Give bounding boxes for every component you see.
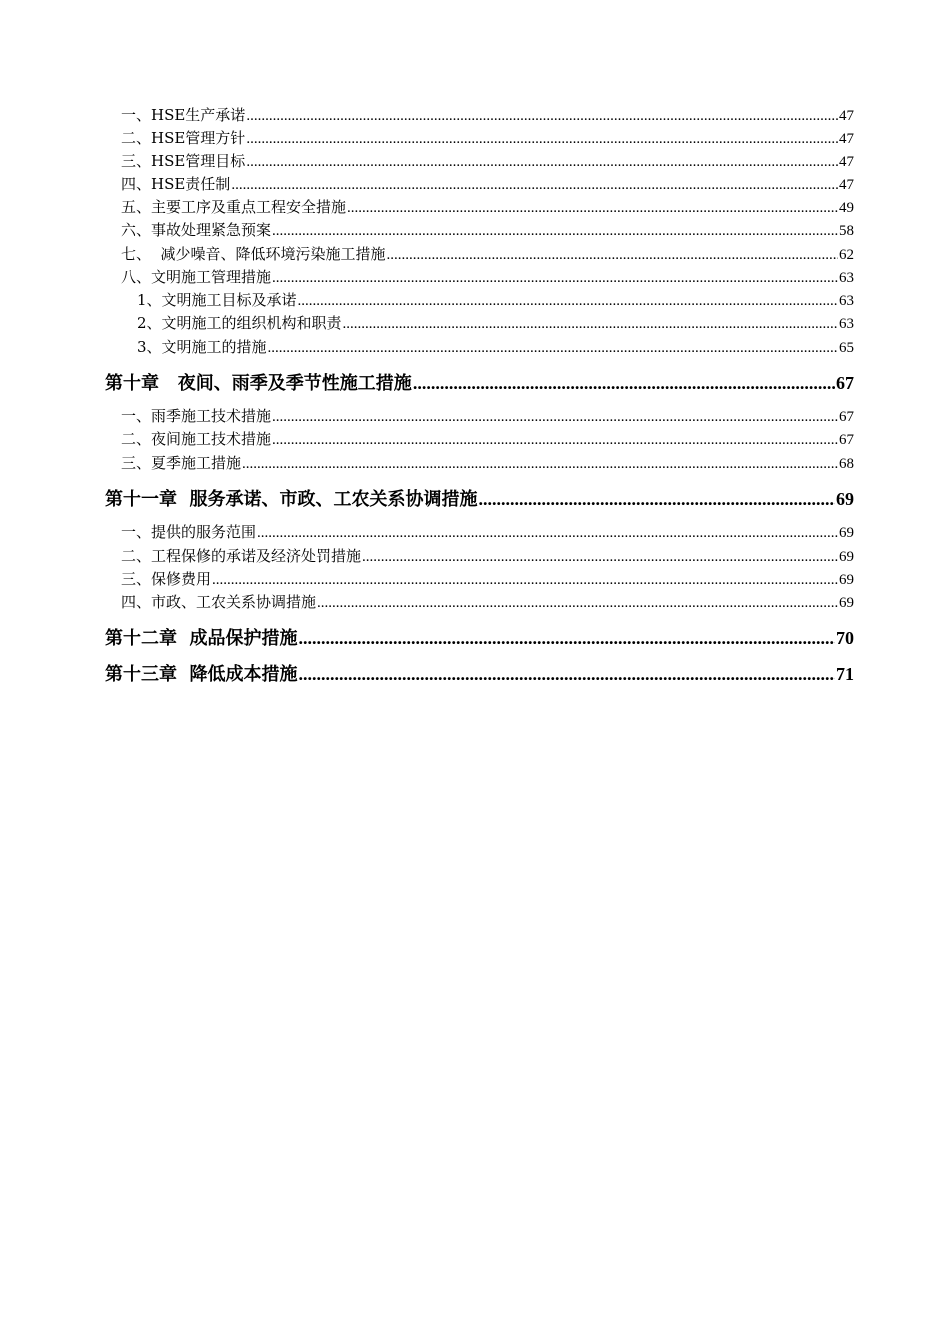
toc-page-number: 63 (839, 270, 854, 286)
toc-page-number: 47 (839, 154, 854, 170)
toc-page-number: 71 (836, 664, 854, 684)
toc-entry[interactable] (121, 129, 854, 147)
toc-leader-dots (479, 488, 835, 510)
toc-page-number: 47 (839, 108, 854, 124)
toc-entry[interactable] (121, 268, 854, 286)
toc-leader-dots (268, 339, 838, 356)
toc-page-number: 70 (836, 628, 854, 648)
toc-entry[interactable] (121, 407, 854, 425)
toc-entry-text: 八、文明施工管理措施 (121, 268, 272, 286)
toc-leader-dots (272, 269, 838, 286)
toc-entry[interactable] (137, 314, 854, 332)
toc-leader-dots (299, 663, 835, 685)
toc-entry-text: 三、保修费用 (121, 570, 212, 588)
toc-chapter-text: 第十三章 降低成本措施 (105, 664, 298, 685)
toc-entry[interactable] (137, 291, 854, 309)
toc-chapter-entry[interactable] (105, 372, 854, 394)
toc-leader-dots (246, 153, 838, 170)
toc-entry[interactable] (121, 454, 854, 472)
toc-page-number: 67 (836, 373, 854, 393)
toc-entry-text: 一、提供的服务范围 (121, 523, 257, 541)
toc-chapter-entry[interactable] (105, 627, 854, 649)
toc-entry[interactable] (137, 338, 854, 356)
toc-entry[interactable] (121, 221, 854, 239)
toc-page-number: 47 (839, 131, 854, 147)
toc-chapter-entry[interactable] (105, 663, 854, 685)
toc-entry-text: 一、HSE生产承诺 (121, 106, 246, 124)
toc-leader-dots (272, 431, 838, 448)
toc-entry-text: 一、雨季施工技术措施 (121, 407, 272, 425)
toc-entry[interactable] (121, 593, 854, 611)
toc-entry-text: 二、夜间施工技术措施 (121, 430, 272, 448)
toc-entry[interactable] (121, 570, 854, 588)
toc-page-number: 63 (839, 316, 854, 332)
toc-entry[interactable] (121, 152, 854, 170)
toc-leader-dots (317, 594, 838, 611)
toc-entry[interactable] (121, 106, 854, 124)
toc-leader-dots (387, 246, 838, 263)
toc-entry-text: 五、主要工序及重点工程安全措施 (121, 198, 347, 216)
toc-entry-text: 七、 减少噪音、降低环境污染施工措施 (121, 245, 386, 263)
toc-leader-dots (272, 408, 838, 425)
toc-page-number: 58 (839, 223, 854, 239)
toc-entry[interactable] (121, 175, 854, 193)
toc-entry[interactable] (121, 198, 854, 216)
toc-chapter-text: 第十章 夜间、雨季及季节性施工措施 (105, 373, 412, 394)
toc-entry[interactable] (121, 430, 854, 448)
toc-entry[interactable] (121, 245, 854, 263)
toc-chapter-text: 第十一章 服务承诺、市政、工农关系协调措施 (105, 489, 478, 510)
toc-page-number: 69 (839, 595, 854, 611)
toc-chapter-entry[interactable] (105, 488, 854, 510)
toc-page-number: 49 (839, 200, 854, 216)
toc-page-number: 69 (836, 489, 854, 509)
toc-leader-dots (242, 455, 838, 472)
toc-entry-text: 四、HSE责任制 (121, 175, 231, 193)
toc-leader-dots (343, 315, 838, 332)
toc-page-number: 69 (839, 572, 854, 588)
toc-entry[interactable] (121, 523, 854, 541)
toc-page-number: 67 (839, 432, 854, 448)
toc-entry-text: 二、HSE管理方针 (121, 129, 246, 147)
toc-leader-dots (246, 130, 838, 147)
toc-entry-text: 3、文明施工的措施 (137, 338, 267, 356)
toc-page-number: 65 (839, 340, 854, 356)
toc-page-number: 69 (839, 525, 854, 541)
toc-leader-dots (212, 571, 838, 588)
toc-page-number: 63 (839, 293, 854, 309)
toc-entry-text: 四、市政、工农关系协调措施 (121, 593, 317, 611)
toc-page-number: 67 (839, 409, 854, 425)
toc-leader-dots (298, 292, 838, 309)
toc-leader-dots (413, 372, 835, 394)
toc-leader-dots (257, 524, 838, 541)
toc-entry-text: 三、夏季施工措施 (121, 454, 242, 472)
toc-entry-text: 2、文明施工的组织机构和职责 (137, 314, 342, 332)
toc-leader-dots (272, 222, 838, 239)
toc-leader-dots (246, 107, 838, 124)
toc-leader-dots (299, 627, 835, 649)
toc-entry-text: 六、事故处理紧急预案 (121, 221, 272, 239)
toc-entry[interactable] (121, 547, 854, 565)
toc-page-number: 47 (839, 177, 854, 193)
toc-page-number: 68 (839, 456, 854, 472)
toc-chapter-text: 第十二章 成品保护措施 (105, 628, 298, 649)
toc-entry-text: 二、工程保修的承诺及经济处罚措施 (121, 547, 362, 565)
toc-entry-text: 三、HSE管理目标 (121, 152, 246, 170)
toc-leader-dots (347, 199, 838, 216)
toc-leader-dots (231, 176, 838, 193)
toc-page-number: 62 (839, 247, 854, 263)
toc-page-number: 69 (839, 549, 854, 565)
toc-entry-text: 1、文明施工目标及承诺 (137, 291, 297, 309)
toc-leader-dots (362, 548, 838, 565)
